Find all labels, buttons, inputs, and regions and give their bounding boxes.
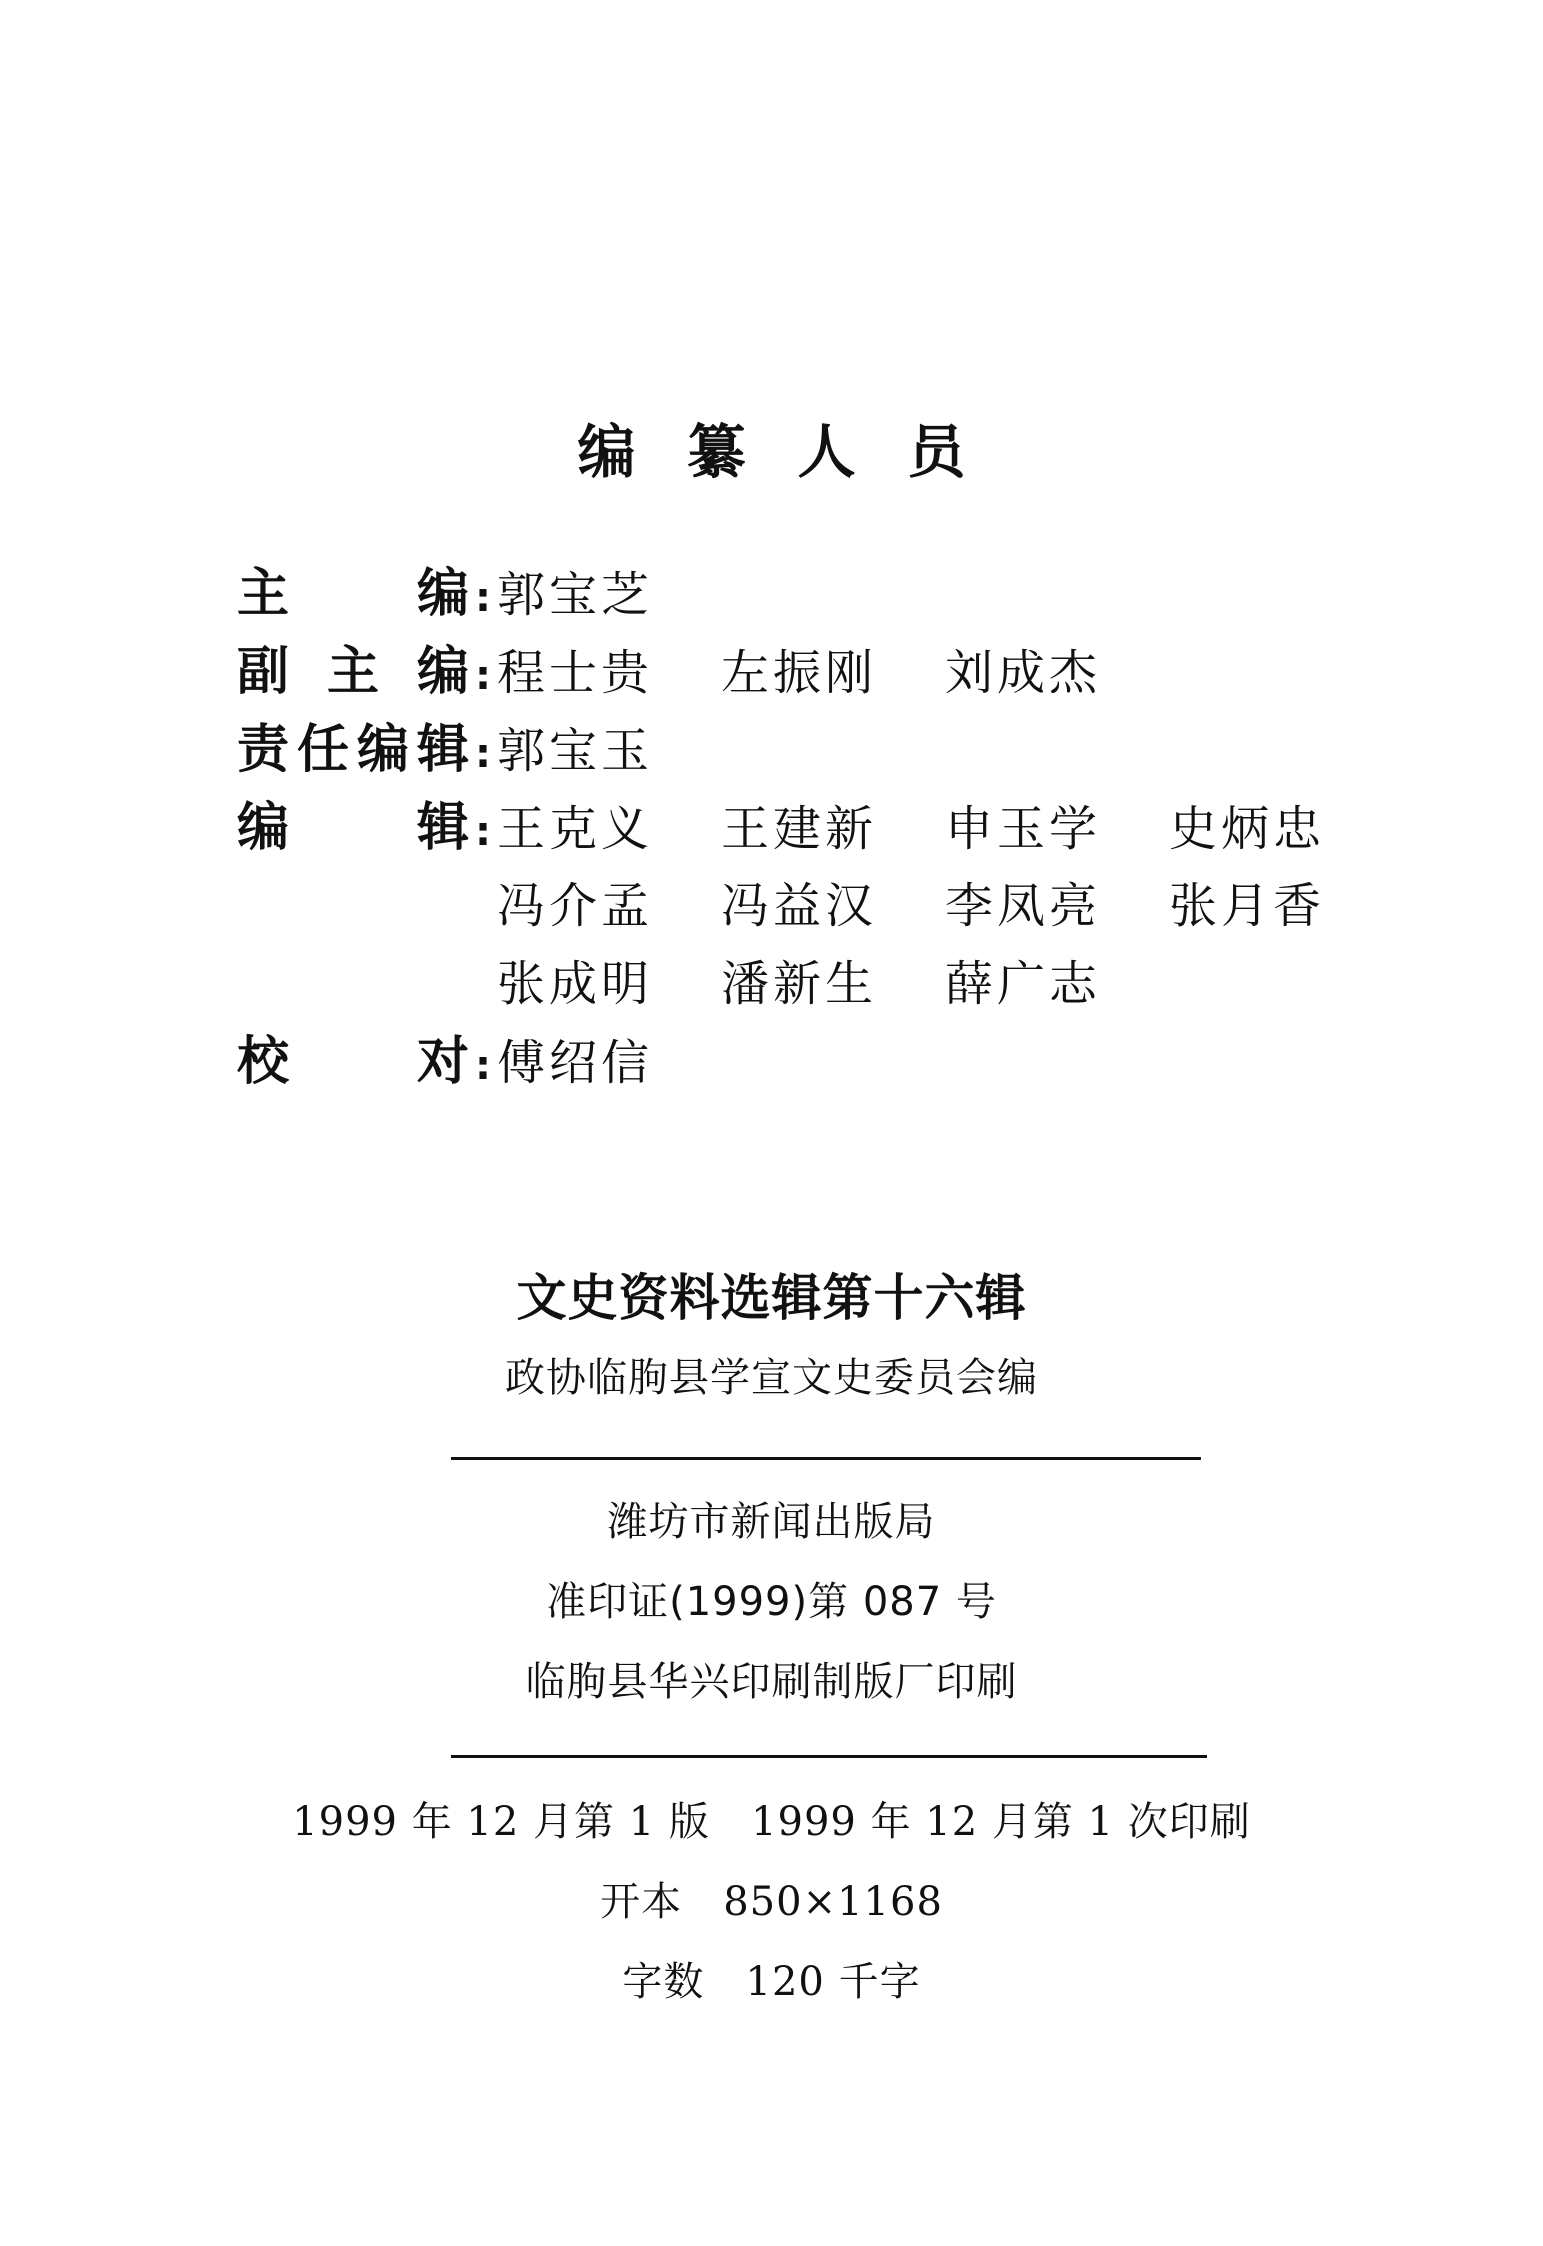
name-list: [497, 634, 1393, 712]
person-name: 郭宝芝: [497, 567, 654, 623]
person-name: 李凤亮: [945, 878, 1102, 934]
person-name: 郭宝玉: [497, 723, 654, 779]
role-char: 副: [237, 642, 290, 702]
role-char: 任: [296, 720, 349, 780]
role-char: 对: [416, 1032, 469, 1092]
staff-row-editors-continued: [237, 945, 1377, 1023]
permit-line: 准印证(1999)第 087 号: [546, 1579, 997, 1625]
person-name: 左振刚: [721, 645, 878, 701]
role-char: 编: [356, 720, 409, 780]
person-name: 张成明: [497, 956, 654, 1012]
role-label: [237, 1023, 469, 1101]
name-list: [497, 945, 1393, 1023]
edition-line: 1999 年 12 月第 1 版 1999 年 12 月第 1 次印刷: [292, 1799, 1251, 1845]
role-label: [237, 789, 469, 867]
role-colon: :: [475, 575, 491, 621]
role-colon: :: [475, 809, 491, 855]
name-list: [497, 790, 1393, 868]
role-char: 编: [416, 642, 469, 702]
name-list: [497, 712, 1393, 790]
role-colon: :: [475, 731, 491, 777]
person-name: 傅绍信: [497, 1035, 654, 1091]
compiler-line: 政协临朐县学宣文史委员会编: [505, 1355, 1038, 1401]
staff-row-chief-editor: [237, 555, 1377, 633]
divider-rule: [451, 1457, 1201, 1460]
staff-row-editors-continued: [237, 867, 1377, 945]
role-char: 辑: [416, 720, 469, 780]
role-colon: :: [475, 653, 491, 699]
person-name: 王建新: [721, 801, 878, 857]
staff-row-proofreader: [237, 1023, 1377, 1101]
role-label: [237, 555, 469, 633]
role-char: 主: [326, 642, 379, 702]
person-name: 刘成杰: [945, 645, 1102, 701]
role-colon: :: [475, 1043, 491, 1089]
role-label: [237, 711, 469, 789]
role-char: 校: [237, 1032, 290, 1092]
role-label: [237, 633, 469, 711]
role-char: 辑: [416, 798, 469, 858]
role-char: 主: [237, 564, 290, 624]
staff-row-deputy-chief-editor: [237, 633, 1377, 711]
person-name: 潘新生: [721, 956, 878, 1012]
staff-row-editors: [237, 789, 1377, 867]
divider-rule: [451, 1755, 1207, 1758]
name-list: [497, 556, 1393, 634]
person-name: 薛广志: [945, 956, 1102, 1012]
person-name: 冯益汉: [721, 878, 878, 934]
word-count-line: 字数 120 千字: [622, 1959, 921, 2005]
person-name: 史炳忠: [1169, 801, 1326, 857]
role-char: 责: [237, 720, 290, 780]
format-line: 开本 850×1168: [600, 1879, 943, 1925]
person-name: 冯介孟: [497, 878, 654, 934]
section-title: 编纂人员: [577, 418, 1018, 486]
person-name: 程士贵: [497, 645, 654, 701]
person-name: 申玉学: [945, 801, 1102, 857]
book-title: 文史资料选辑第十六辑: [516, 1269, 1027, 1327]
role-char: 编: [237, 798, 290, 858]
staff-list: [237, 555, 1377, 1101]
person-name: 张月香: [1169, 878, 1326, 934]
name-list: [497, 1024, 1393, 1102]
staff-row-responsible-editor: [237, 711, 1377, 789]
publisher-line: 潍坊市新闻出版局: [607, 1499, 936, 1545]
person-name: 王克义: [497, 801, 654, 857]
printer-line: 临朐县华兴印刷制版厂印刷: [525, 1659, 1018, 1705]
name-list: [497, 867, 1393, 945]
role-char: 编: [416, 564, 469, 624]
